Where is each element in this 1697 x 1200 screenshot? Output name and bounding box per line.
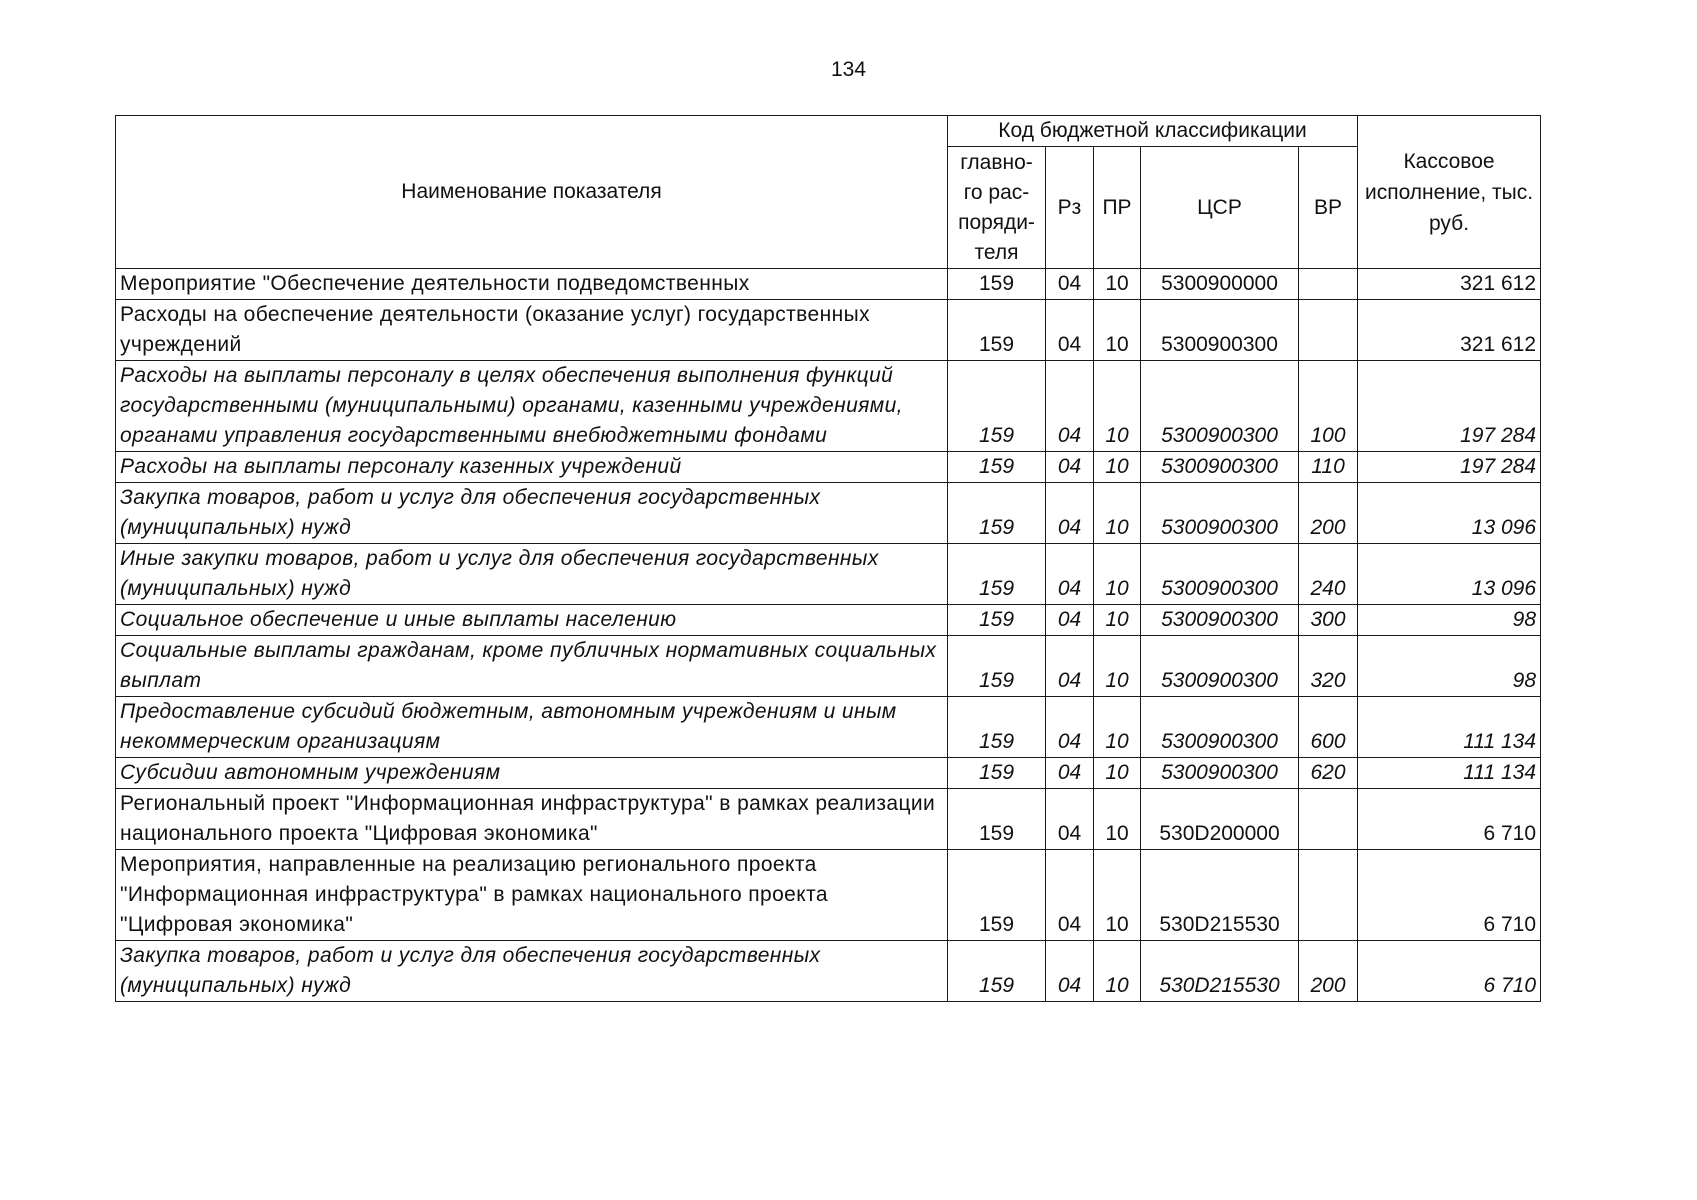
row-csr: 5300900300 — [1141, 483, 1299, 544]
row-amount: 98 — [1358, 636, 1541, 697]
row-rz: 04 — [1046, 605, 1094, 636]
row-grbs: 159 — [948, 636, 1046, 697]
row-rz: 04 — [1046, 636, 1094, 697]
row-pr: 10 — [1094, 452, 1141, 483]
row-vr: 240 — [1299, 544, 1358, 605]
row-amount: 197 284 — [1358, 361, 1541, 452]
row-grbs: 159 — [948, 483, 1046, 544]
row-csr: 5300900300 — [1141, 636, 1299, 697]
row-rz: 04 — [1046, 850, 1094, 941]
table-row — [116, 605, 1541, 636]
table-row — [116, 636, 1541, 697]
row-csr: 5300900300 — [1141, 605, 1299, 636]
row-pr: 10 — [1094, 636, 1141, 697]
header-code-group: Код бюджетной классификации — [948, 116, 1358, 147]
row-grbs: 159 — [948, 789, 1046, 850]
row-name: Расходы на обеспечение деятельности (оказание услуг) государственных учреждений — [116, 300, 948, 361]
header-pr: ПР — [1094, 147, 1141, 269]
budget-table — [115, 115, 1541, 1002]
row-name: Региональный проект "Информационная инфраструктура" в рамках реализации национального проекта "Цифровая экономика" — [116, 789, 948, 850]
table-row — [116, 300, 1541, 361]
row-vr: 100 — [1299, 361, 1358, 452]
row-amount: 321 612 — [1358, 269, 1541, 300]
row-amount: 321 612 — [1358, 300, 1541, 361]
row-csr: 5300900300 — [1141, 758, 1299, 789]
row-name: Предоставление субсидий бюджетным, автономным учреждениям и иным некоммерческим организациям — [116, 697, 948, 758]
row-amount: 6 710 — [1358, 941, 1541, 1002]
row-amount: 6 710 — [1358, 850, 1541, 941]
row-csr: 530D215530 — [1141, 850, 1299, 941]
table-header — [116, 116, 1541, 269]
row-csr: 5300900300 — [1141, 300, 1299, 361]
row-rz: 04 — [1046, 300, 1094, 361]
header-grbs: главно-го рас-поряди-теля — [948, 147, 1046, 269]
row-rz: 04 — [1046, 697, 1094, 758]
row-vr — [1299, 300, 1358, 361]
row-pr: 10 — [1094, 300, 1141, 361]
row-vr — [1299, 269, 1358, 300]
table-row — [116, 361, 1541, 452]
row-pr: 10 — [1094, 361, 1141, 452]
row-pr: 10 — [1094, 483, 1141, 544]
row-name: Субсидии автономным учреждениям — [116, 758, 948, 789]
table-row — [116, 789, 1541, 850]
row-pr: 10 — [1094, 941, 1141, 1002]
row-vr: 300 — [1299, 605, 1358, 636]
row-grbs: 159 — [948, 850, 1046, 941]
table-row — [116, 758, 1541, 789]
header-csr: ЦСР — [1141, 147, 1299, 269]
row-csr: 5300900000 — [1141, 269, 1299, 300]
row-vr — [1299, 789, 1358, 850]
row-pr: 10 — [1094, 758, 1141, 789]
row-name: Социальное обеспечение и иные выплаты населению — [116, 605, 948, 636]
header-execution: Кассовое исполнение, тыс. руб. — [1358, 116, 1541, 269]
row-rz: 04 — [1046, 361, 1094, 452]
table-row — [116, 697, 1541, 758]
row-amount: 13 096 — [1358, 483, 1541, 544]
row-name: Иные закупки товаров, работ и услуг для обеспечения государственных (муниципальных) нужд — [116, 544, 948, 605]
table-body — [116, 269, 1541, 1002]
header-vr: ВР — [1299, 147, 1358, 269]
row-vr: 110 — [1299, 452, 1358, 483]
row-pr: 10 — [1094, 269, 1141, 300]
header-rz: Рз — [1046, 147, 1094, 269]
row-grbs: 159 — [948, 605, 1046, 636]
row-grbs: 159 — [948, 758, 1046, 789]
table-row — [116, 941, 1541, 1002]
table-row — [116, 269, 1541, 300]
row-vr: 200 — [1299, 483, 1358, 544]
table-row — [116, 850, 1541, 941]
row-pr: 10 — [1094, 697, 1141, 758]
row-name: Закупка товаров, работ и услуг для обеспечения государственных (муниципальных) нужд — [116, 483, 948, 544]
row-amount: 98 — [1358, 605, 1541, 636]
table-row — [116, 452, 1541, 483]
row-grbs: 159 — [948, 544, 1046, 605]
header-name: Наименование показателя — [116, 116, 948, 269]
row-rz: 04 — [1046, 269, 1094, 300]
row-rz: 04 — [1046, 789, 1094, 850]
row-amount: 13 096 — [1358, 544, 1541, 605]
row-name: Расходы на выплаты персоналу казенных учреждений — [116, 452, 948, 483]
row-rz: 04 — [1046, 452, 1094, 483]
row-csr: 530D200000 — [1141, 789, 1299, 850]
table-row — [116, 483, 1541, 544]
row-pr: 10 — [1094, 605, 1141, 636]
row-name: Расходы на выплаты персоналу в целях обеспечения выполнения функций государственными (муниципальными) органами, казенными учреждениями, органами управления государственными внебюджетными фондами — [116, 361, 948, 452]
table-row — [116, 544, 1541, 605]
row-pr: 10 — [1094, 544, 1141, 605]
row-name: Закупка товаров, работ и услуг для обеспечения государственных (муниципальных) нужд — [116, 941, 948, 1002]
page-number: 134 — [830, 58, 867, 81]
row-vr: 320 — [1299, 636, 1358, 697]
row-grbs: 159 — [948, 697, 1046, 758]
row-vr — [1299, 850, 1358, 941]
row-csr: 5300900300 — [1141, 697, 1299, 758]
row-vr: 620 — [1299, 758, 1358, 789]
row-grbs: 159 — [948, 941, 1046, 1002]
row-rz: 04 — [1046, 544, 1094, 605]
row-pr: 10 — [1094, 850, 1141, 941]
row-rz: 04 — [1046, 483, 1094, 544]
row-name: Мероприятие "Обеспечение деятельности подведомственных — [116, 269, 948, 300]
row-vr: 600 — [1299, 697, 1358, 758]
row-grbs: 159 — [948, 300, 1046, 361]
row-amount: 111 134 — [1358, 758, 1541, 789]
row-csr: 5300900300 — [1141, 361, 1299, 452]
row-vr: 200 — [1299, 941, 1358, 1002]
row-rz: 04 — [1046, 941, 1094, 1002]
row-amount: 111 134 — [1358, 697, 1541, 758]
row-amount: 6 710 — [1358, 789, 1541, 850]
row-name: Социальные выплаты гражданам, кроме публичных нормативных социальных выплат — [116, 636, 948, 697]
row-rz: 04 — [1046, 758, 1094, 789]
row-grbs: 159 — [948, 452, 1046, 483]
row-amount: 197 284 — [1358, 452, 1541, 483]
row-grbs: 159 — [948, 269, 1046, 300]
row-csr: 530D215530 — [1141, 941, 1299, 1002]
row-csr: 5300900300 — [1141, 544, 1299, 605]
row-csr: 5300900300 — [1141, 452, 1299, 483]
row-grbs: 159 — [948, 361, 1046, 452]
row-name: Мероприятия, направленные на реализацию регионального проекта "Информационная инфраструктура" в рамках национального проекта "Цифровая экономика" — [116, 850, 948, 941]
row-pr: 10 — [1094, 789, 1141, 850]
